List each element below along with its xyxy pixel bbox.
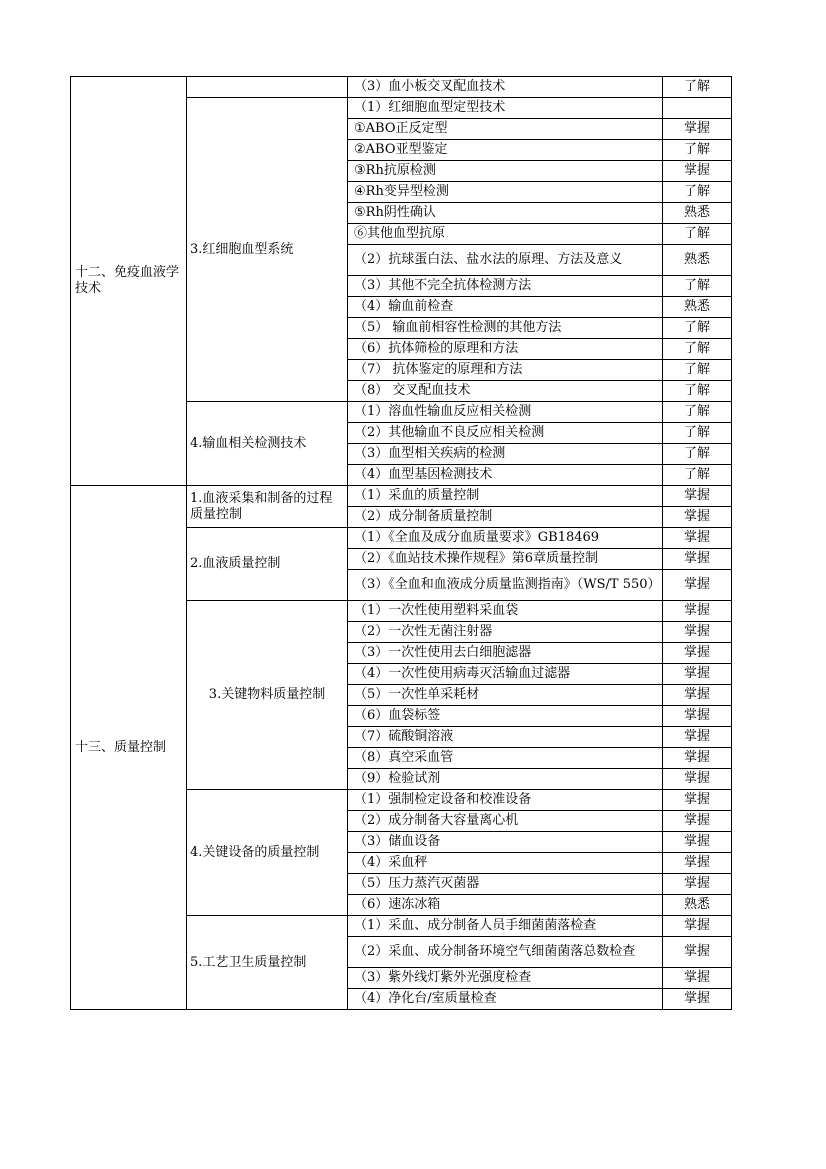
item-text: （3）其他不完全抗体检测方法 xyxy=(348,276,663,297)
subsection-title xyxy=(187,77,348,98)
item-text: （1）溶血性输血反应相关检测 xyxy=(348,402,663,423)
syllabus-table xyxy=(70,76,732,1010)
item-text: （3）一次性使用去白细胞滤器 xyxy=(348,643,663,664)
item-text: （2）成分制备大容量离心机 xyxy=(348,811,663,832)
requirement-level: 了解 xyxy=(663,276,732,297)
requirement-level: 了解 xyxy=(663,423,732,444)
subsection-title: 5.工艺卫生质量控制 xyxy=(187,916,348,1010)
item-text: （1）红细胞血型定型技术 xyxy=(348,98,663,119)
requirement-level: 掌握 xyxy=(663,748,732,769)
requirement-level: 熟悉 xyxy=(663,203,732,224)
item-text: （2）其他输血不良反应相关检测 xyxy=(348,423,663,444)
item-text: （1）强制检定设备和校准设备 xyxy=(348,790,663,811)
requirement-level: 掌握 xyxy=(663,968,732,989)
item-text: （8）真空采血管 xyxy=(348,748,663,769)
item-text: （2）《血站技术操作规程》第6章质量控制 xyxy=(348,549,663,570)
subsection-title: 3.关键物料质量控制 xyxy=(187,601,348,790)
item-text: （5）一次性单采耗材 xyxy=(348,685,663,706)
item-text: （7） 抗体鉴定的原理和方法 xyxy=(348,360,663,381)
item-text: ①ABO正反定型 xyxy=(348,119,663,140)
item-text: （2）成分制备质量控制 xyxy=(348,507,663,528)
requirement-level: 掌握 xyxy=(663,486,732,507)
requirement-level: 了解 xyxy=(663,381,732,402)
item-text: （3）储血设备 xyxy=(348,832,663,853)
item-text: （8） 交叉配血技术 xyxy=(348,381,663,402)
requirement-level: 了解 xyxy=(663,77,732,98)
item-text: （6）抗体筛检的原理和方法 xyxy=(348,339,663,360)
item-text: （2）抗球蛋白法、盐水法的原理、方法及意义 xyxy=(348,245,663,276)
item-text: （3）紫外线灯紫外光强度检查 xyxy=(348,968,663,989)
requirement-level: 了解 xyxy=(663,140,732,161)
subsection-title: 4.关键设备的质量控制 xyxy=(187,790,348,916)
requirement-level: 掌握 xyxy=(663,989,732,1010)
requirement-level: 了解 xyxy=(663,182,732,203)
requirement-level xyxy=(663,98,732,119)
item-text: （4）一次性使用病毒灭活输血过滤器 xyxy=(348,664,663,685)
section-title: 十三、质量控制 xyxy=(71,486,187,1010)
requirement-level: 掌握 xyxy=(663,811,732,832)
requirement-level: 掌握 xyxy=(663,853,732,874)
requirement-level: 了解 xyxy=(663,402,732,423)
requirement-level: 掌握 xyxy=(663,528,732,549)
item-text: （4）输血前检查 xyxy=(348,297,663,318)
requirement-level: 掌握 xyxy=(663,790,732,811)
section-title: 十二、免疫血液学技术 xyxy=(71,77,187,486)
requirement-level: 掌握 xyxy=(663,916,732,937)
item-text: （1）一次性使用塑料采血袋 xyxy=(348,601,663,622)
item-text: （3）血小板交叉配血技术 xyxy=(348,77,663,98)
requirement-level: 掌握 xyxy=(663,832,732,853)
requirement-level: 掌握 xyxy=(663,727,732,748)
item-text: （2）一次性无菌注射器 xyxy=(348,622,663,643)
requirement-level: 掌握 xyxy=(663,622,732,643)
item-text: （6）速冻冰箱 xyxy=(348,895,663,916)
item-text: （7）硫酸铜溶液 xyxy=(348,727,663,748)
subsection-title: 2.血液质量控制 xyxy=(187,528,348,601)
item-text: ⑤Rh阴性确认 xyxy=(348,203,663,224)
item-text: （1）《全血及成分血质量要求》GB18469 xyxy=(348,528,663,549)
item-text: （3）血型相关疾病的检测 xyxy=(348,444,663,465)
requirement-level: 掌握 xyxy=(663,570,732,601)
item-text: （9）检验试剂 xyxy=(348,769,663,790)
table-row xyxy=(71,77,732,98)
requirement-level: 掌握 xyxy=(663,161,732,182)
requirement-level: 了解 xyxy=(663,360,732,381)
requirement-level: 了解 xyxy=(663,444,732,465)
item-text: （4）净化台/室质量检查 xyxy=(348,989,663,1010)
syllabus-table-body xyxy=(71,77,732,1010)
requirement-level: 掌握 xyxy=(663,664,732,685)
item-text: （2）采血、成分制备环境空气细菌菌落总数检查 xyxy=(348,937,663,968)
requirement-level: 熟悉 xyxy=(663,895,732,916)
requirement-level: 了解 xyxy=(663,318,732,339)
item-text: （6）血袋标签 xyxy=(348,706,663,727)
requirement-level: 掌握 xyxy=(663,769,732,790)
item-text: （5）压力蒸汽灭菌器 xyxy=(348,874,663,895)
requirement-level: 掌握 xyxy=(663,119,732,140)
subsection-title: 3.红细胞血型系统 xyxy=(187,98,348,402)
requirement-level: 熟悉 xyxy=(663,245,732,276)
requirement-level: 掌握 xyxy=(663,643,732,664)
requirement-level: 掌握 xyxy=(663,685,732,706)
item-text: （4）血型基因检测技术 xyxy=(348,465,663,486)
item-text: （4）采血秤 xyxy=(348,853,663,874)
subsection-title: 1.血液采集和制备的过程质量控制 xyxy=(187,486,348,528)
item-text: （3）《全血和血液成分质量监测指南》（WS/T 550） xyxy=(348,570,663,601)
item-text: ③Rh抗原检测 xyxy=(348,161,663,182)
requirement-level: 掌握 xyxy=(663,549,732,570)
requirement-level: 掌握 xyxy=(663,507,732,528)
subsection-title: 4.输血相关检测技术 xyxy=(187,402,348,486)
requirement-level: 掌握 xyxy=(663,706,732,727)
requirement-level: 了解 xyxy=(663,465,732,486)
item-text: （1）采血的质量控制 xyxy=(348,486,663,507)
item-text: （1）采血、成分制备人员手细菌菌落检查 xyxy=(348,916,663,937)
item-text: ②ABO亚型鉴定 xyxy=(348,140,663,161)
requirement-level: 掌握 xyxy=(663,937,732,968)
requirement-level: 熟悉 xyxy=(663,297,732,318)
table-row xyxy=(71,486,732,507)
requirement-level: 掌握 xyxy=(663,874,732,895)
item-text: ④Rh变异型检测 xyxy=(348,182,663,203)
item-text: ⑥其他血型抗原 xyxy=(348,224,663,245)
requirement-level: 了解 xyxy=(663,339,732,360)
requirement-level: 掌握 xyxy=(663,601,732,622)
requirement-level: 了解 xyxy=(663,224,732,245)
item-text: （5） 输血前相容性检测的其他方法 xyxy=(348,318,663,339)
